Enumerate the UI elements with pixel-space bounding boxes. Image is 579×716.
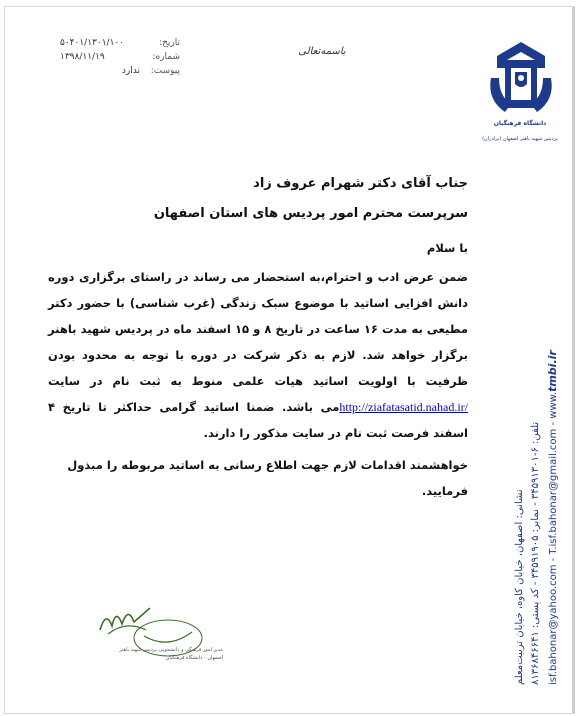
web-email-line: isf.bahonar@yahoo.com - T.isf.bahonar@gmail.com - www.tmbi.ir (546, 350, 559, 685)
registration-link[interactable]: http://ziafatasatid.nahad.ir/ (339, 400, 468, 414)
meta-attachment (60, 64, 180, 78)
attachment-value: ندارد (121, 66, 140, 76)
web-brand: tmbi.ir (546, 350, 559, 392)
logo-caption: دانشگاه فرهنگیان (493, 120, 547, 127)
number-value: ۱۳۹۸/۱۱/۱۹ (60, 52, 105, 62)
greeting: با سلام (426, 241, 468, 255)
phone-line: تلفن: ۶-۳۴۵۹۱۳۰۱ - نمابر: ۳۴۵۹۱۹۰۵ - کد پستی: ۸۱۳۶۸۴۶۶۴۱ (530, 421, 541, 685)
recipient-title: سرپرست محترم امور پردیس های استان اصفهان (153, 206, 468, 221)
attachment-label: پیوست: (150, 66, 180, 76)
paragraph-part2: می باشد. ضمنا اساتید گرامی حداکثر تا تاریخ ۴ اسفند فرصت ثبت نام در سایت مذکور را دارند. (48, 400, 468, 440)
emblem-graphic (485, 38, 557, 128)
recipient-name: جناب آقای دکتر شهرام عروف زاد (253, 176, 468, 191)
letter-body (48, 170, 468, 504)
main-paragraph (48, 264, 468, 446)
closing-paragraph: خواهشمند اقدامات لازم جهت اطلاع رسانی به اساتید مربوطه را مبذول فرمایید. (67, 458, 468, 498)
address-line: نشانی: اصفهان، خیابان کاوه، خیابان تربیت‌معلم (514, 489, 525, 685)
logo-subcaption: پردیس شهید باهنر اصفهان (برادران) (482, 136, 558, 142)
bismillah-heading: باسمه‌تعالی (298, 46, 346, 57)
contact-sidebar (508, 275, 558, 685)
date-value: ۵۰۴۰۱/۱۳۰۱/۱۰۰ (60, 38, 125, 48)
paragraph-part1: ضمن عرض ادب و احترام،به استحضار می رساند در راستای برگزاری دوره دانش افزایی اساتید با موضوع سبک زندگی (غرب شناسی) با حضور دکتر مطیعی به مدت ۱۶ ساعت در تاریخ ۸ و ۱۵ اسفند ماه در پردیس شهید باهنر برگزار خواهد شد. لازم به ذکر شرکت در دوره با توجه به محدود بودن ظرفیت با اولویت اساتید هیات علمی منوط به ثبت نام در سایت (48, 270, 469, 388)
number-label: شماره: (152, 52, 180, 62)
stamp-text: مدیر امور فرهنگی و دانشجویی پردیس شهید باهنر اصفهان - دانشگاه فرهنگیان (119, 647, 223, 661)
letter-meta (60, 36, 180, 78)
web-prefix: www. (548, 391, 559, 419)
meta-number (60, 50, 180, 64)
email-text: isf.bahonar@yahoo.com - T.isf.bahonar@gmail.com (548, 428, 559, 685)
meta-date (60, 36, 180, 50)
date-label: تاریخ: (159, 38, 180, 48)
